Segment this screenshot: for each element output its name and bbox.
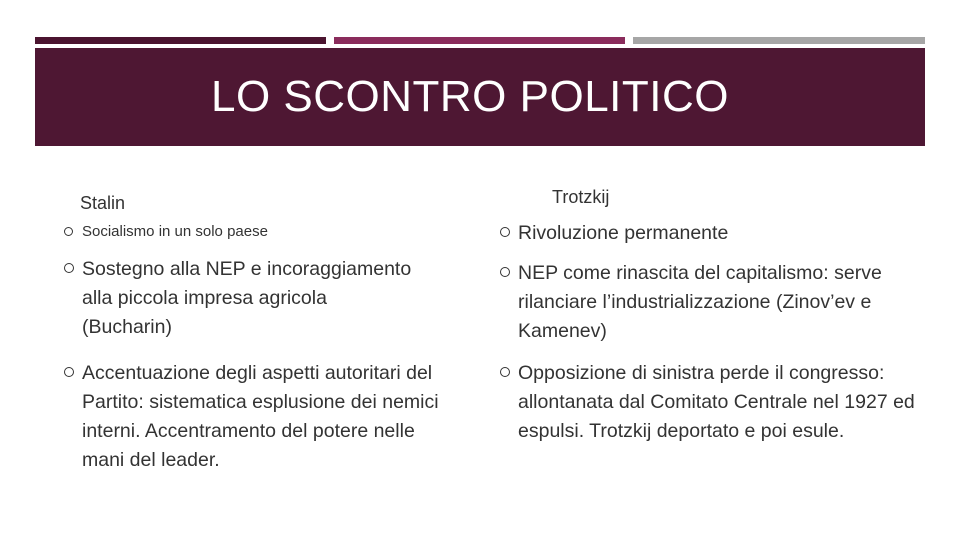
hollow-circle-bullet-icon [500,267,510,277]
hollow-circle-bullet-icon [500,367,510,377]
list-item-text: Socialismo in un solo paese [82,223,268,240]
hollow-circle-bullet-icon [64,227,73,236]
accent-bar-dark [35,37,326,44]
list-item [500,219,920,248]
list-item [64,255,422,342]
right-column-heading: Trotzkij [552,187,610,207]
list-item-text: Opposizione di sinistra perde il congresso: allontanata dal Comitato Centrale nel 1927 ed espulsi. Trotzkij deportato e poi esule. [518,362,915,442]
list-item [64,359,452,475]
right-bullet-list [500,219,920,446]
accent-bar-gray [633,37,925,44]
list-item [500,359,928,446]
list-item-text: Accentuazione degli aspetti autoritari del Partito: sistematica esplusione dei nemici interni. Accentramento del potere nelle mani del leader. [82,362,439,471]
hollow-circle-bullet-icon [500,227,510,237]
accent-bar-magenta [334,37,625,44]
left-column-heading: Stalin [80,193,126,213]
list-item-text: Sostegno alla NEP e incoraggiamento alla piccola impresa agricola (Bucharin) [82,258,412,338]
list-item-text: NEP come rinascita del capitalismo: serve rilanciare l’industrializzazione (Zinov’ev e Kamenev) [518,262,882,342]
hollow-circle-bullet-icon [64,367,74,377]
list-item-text: Rivoluzione permanente [518,222,729,244]
hollow-circle-bullet-icon [64,263,74,273]
left-bullet-list [64,222,444,475]
list-item [64,222,444,242]
list-item [500,259,923,346]
slide-title: LO SCONTRO POLITICO [210,72,729,121]
